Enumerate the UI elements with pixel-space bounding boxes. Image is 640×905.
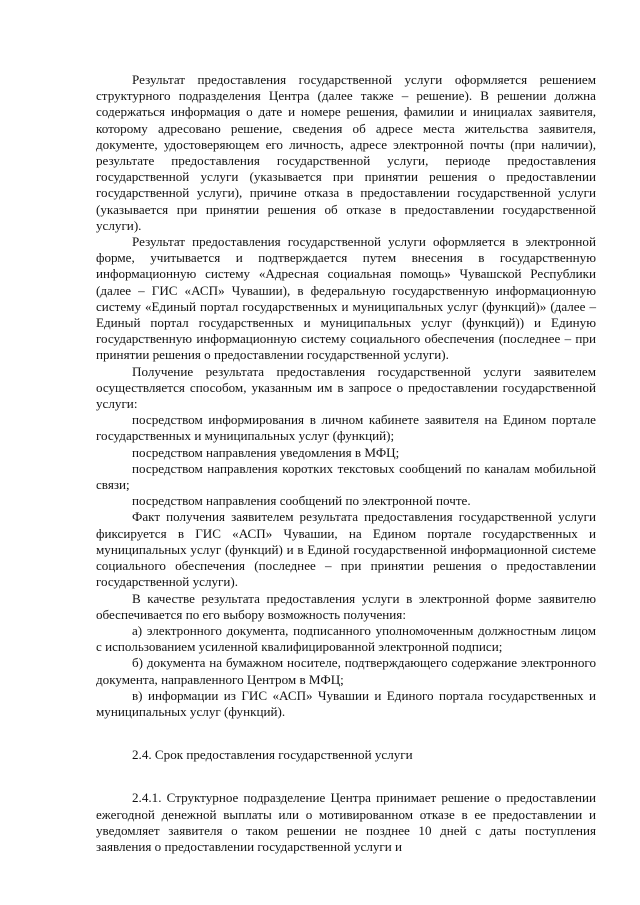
paragraph-result-decision: Результат предоставления государственной услуги оформляется решением структурного подразделения Центра (далее также – решение). В решении должна содержаться информация о дате и номере решения, фамилии и инициалах заявителя, которому адресовано решение, сведения об адресе места жительства заявителя, документе, удостоверяющем его личность, адресе электронной почты (при наличии), результате предоставления государственной услуги, периоде предоставления государственной услуги (указывается при принятии решения о предоставлении государственной услуги), причине отказа в предоставлении государственной услуги (указывается при принятии решения об отказе в предоставлении государственной услуги).	[96, 72, 596, 233]
section-heading: 2.4. Срок предоставления государственной услуги	[132, 747, 413, 763]
list-item-email: посредством направления сообщений по электронной почте.	[132, 493, 471, 509]
document-page	[96, 72, 596, 855]
list-item-option-b: б) документа на бумажном носителе, подтверждающего содержание электронного документа, направленного Центром в МФЦ;	[96, 655, 596, 687]
paragraph-subsection-2-4-1: 2.4.1. Структурное подразделение Центра принимает решение о предоставлении ежегодной денежной выплаты или о мотивированном отказе в ее предоставлении и уведомляет заявителя о таком решении не позднее 10 дней с даты поступления заявления о предоставлении государственной услуги и	[96, 790, 596, 854]
list-item-personal-cabinet: посредством информирования в личном кабинете заявителя на Едином портале государственных и муниципальных услуг (функций);	[96, 412, 596, 444]
list-item-option-a: а) электронного документа, подписанного уполномоченным должностным лицом с использованием усиленной квалифицированной электронной подписи;	[96, 622, 596, 655]
paragraph-result-electronic: Результат предоставления государственной услуги оформляется в электронной форме, учитывается и подтверждается путем внесения в государственную информационную систему «Адресная социальная помощь» Чувашской Республики (далее – ГИС «АСП» Чувашии), в федеральную государственную информационную систему «Единый портал государственных и муниципальных услуг (функций)» (далее – Единый портал государственных и муниципальных услуг (функций)) и Единую государственную информационную систему социального обеспечения (последнее – при принятии решения о предоставлении государственной услуги).	[96, 234, 596, 363]
paragraph-electronic-options: В качестве результата предоставления услуги в электронной форме заявителю обеспечивается по его выбору возможность получения:	[96, 590, 596, 622]
paragraph-receipt-method: Получение результата предоставления государственной услуги заявителем осуществляется способом, указанным им в запросе о предоставлении государственной услуги:	[96, 363, 596, 412]
list-item-mfc-notice: посредством направления уведомления в МФЦ;	[132, 444, 400, 460]
list-item-sms: посредством направления коротких текстовых сообщений по каналам мобильной связи;	[96, 460, 596, 493]
list-item-option-c: в) информации из ГИС «АСП» Чувашии и Единого портала государственных и муниципальных услуг (функций).	[96, 687, 596, 719]
paragraph-receipt-fact: Факт получения заявителем результата предоставления государственной услуги фиксируется в ГИС «АСП» Чувашии, на Едином портале государственных и муниципальных услуг (функций) и в Единой государственной информационной системе социального обеспечения (последнее – при принятии решения о предоставлении государственной услуги).	[96, 509, 596, 590]
